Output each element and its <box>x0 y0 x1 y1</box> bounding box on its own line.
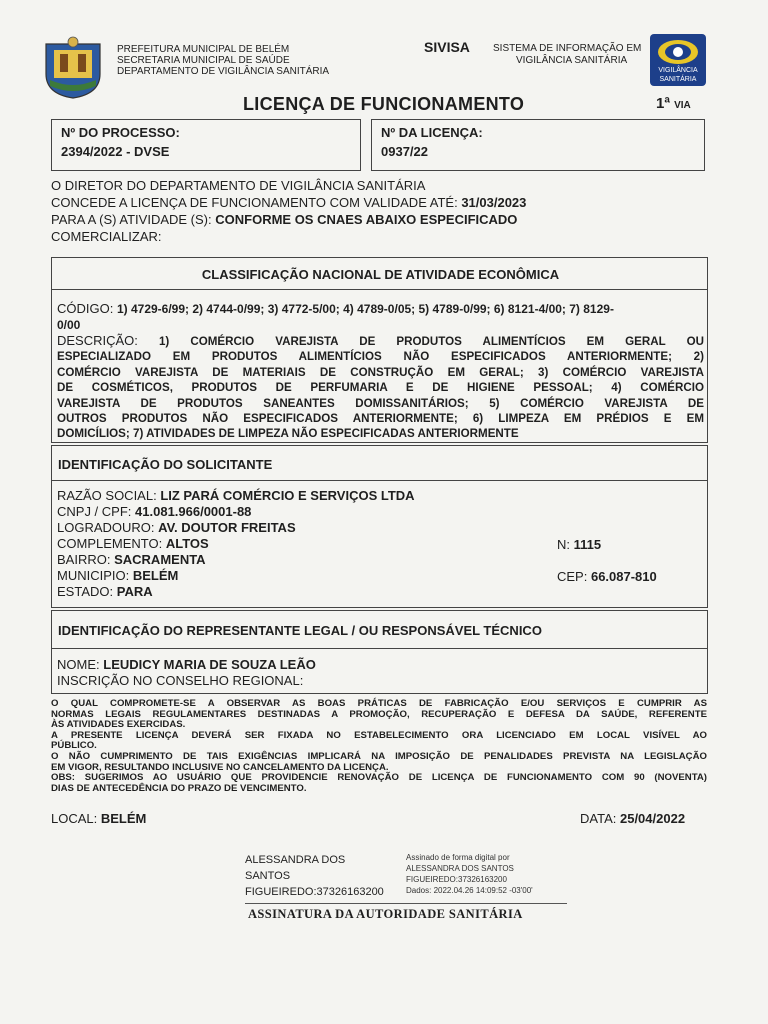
descricao-label: DESCRIÇÃO: <box>57 333 138 348</box>
data-label: DATA: <box>580 811 617 826</box>
note-line-1: NORMAS LEGAIS REGULAMENTARES DESTINADAS A PROMOÇÃO, RECUPERAÇÃO E DEFESA DA SAÚDE, REFERENTE <box>51 708 707 720</box>
via-indicator <box>656 95 691 112</box>
solicitante-title: IDENTIFICAÇÃO DO SOLICITANTE <box>58 457 273 472</box>
terms-notes <box>51 699 707 794</box>
signature-info-2: ALESSANDRA DOS SANTOS <box>406 864 514 873</box>
processo-value: 2394/2022 - DVSE <box>61 144 170 159</box>
nome-label: NOME: <box>57 657 100 672</box>
signature-info-4: Dados: 2022.04.26 14:09:52 -03'00' <box>406 886 533 895</box>
note-line-2: ÀS ATIVIDADES EXERCIDAS. <box>51 719 186 731</box>
cnae-title: CLASSIFICAÇÃO NACIONAL DE ATIVIDADE ECONÔMICA <box>201 267 560 282</box>
signer-name-1: ALESSANDRA DOS <box>245 854 346 866</box>
logradouro-value: AV. DOUTOR FREITAS <box>158 520 296 535</box>
atividade-label: PARA A (S) ATIVIDADE (S): <box>51 212 212 227</box>
local-row <box>51 811 146 827</box>
razao-social-value: LIZ PARÁ COMÉRCIO E SERVIÇOS LTDA <box>160 488 415 503</box>
intro-line-3 <box>51 212 517 228</box>
cnpj-label: CNPJ / CPF: <box>57 504 132 519</box>
complemento-value: ALTOS <box>165 536 209 551</box>
representante-title: IDENTIFICAÇÃO DO REPRESENTANTE LEGAL / OU RESPONSÁVEL TÉCNICO <box>58 623 542 638</box>
numero-value: 1115 <box>573 537 602 552</box>
descricao-text-4: VAREJISTA DE PRODUTOS SANEANTES DOMISSANITÁRIOS; 5) COMÉRCIO VAREJISTA DE <box>57 396 704 410</box>
solicitante-divider <box>52 480 707 481</box>
document-title: LICENÇA DE FUNCIONAMENTO <box>243 94 525 114</box>
note-line-6: EM VIGOR, RESULTANDO INCLUSIVE NO CANCELAMENTO DA LICENÇA. <box>51 761 389 773</box>
bairro-label: BAIRRO: <box>57 552 111 567</box>
descricao-text-3: DE COSMÉTICOS, PRODUTOS DE PERFUMARIA E DE HIGIENE PESSOAL; 4) COMÉRCIO <box>57 381 704 395</box>
via-label: VIA <box>674 100 691 111</box>
inscricao-row <box>57 673 303 689</box>
codigo-value: 1) 4729-6/99; 2) 4744-0/99; 3) 4772-5/00; 4) 4789-0/05; 5) 4789-0/99; 6) 8121-4/00; 7) 8129- <box>116 302 614 316</box>
codigo-value-cont: 0/00 <box>57 318 81 332</box>
municipio-value: BELÉM <box>132 568 179 583</box>
signer-name-2: SANTOS <box>245 870 291 882</box>
solicitante-section <box>51 445 708 608</box>
logo-text-2: SANITÁRIA <box>659 76 697 83</box>
note-line-5: O NÃO CUMPRIMENTO DE TAIS EXIGÊNCIAS IMPLICARÁ NA IMPOSIÇÃO DE PENALIDADES PREVISTA NA LEGISLAÇÃO <box>51 750 707 762</box>
descricao-line-5 <box>57 411 704 426</box>
header-line-3: DEPARTAMENTO DE VIGILÂNCIA SANITÁRIA <box>117 66 330 77</box>
codigo-line-1 <box>57 301 705 318</box>
descricao-line-6 <box>57 426 704 441</box>
note-line-0: O QUAL COMPROMETE-SE A OBSERVAR AS BOAS PRÁTICAS DE FABRICAÇÃO E/OU SERVIÇOS E CUMPRIR AS <box>51 698 707 709</box>
bairro-row <box>57 552 206 568</box>
codigo-label: CÓDIGO: <box>57 301 114 316</box>
vigilancia-sanitaria-logo <box>650 34 706 86</box>
cep-value: 66.087-810 <box>590 569 657 584</box>
signature-line <box>245 903 567 904</box>
complemento-row <box>57 536 209 552</box>
complemento-label: COMPLEMENTO: <box>57 536 163 551</box>
note-line-4: PÚBLICO. <box>51 740 97 752</box>
descricao-text-6: DOMICÍLIOS; 7) ATIVIDADES DE LIMPEZA NÃO ESPECIFICADAS ANTERIORMENTE <box>57 427 519 441</box>
data-row <box>580 811 685 827</box>
digital-signature <box>243 852 573 902</box>
note-line-3: A PRESENTE LICENÇA DEVERÁ SER FIXADA NO ESTABELECIMENTO ORA LICENCIADO EM LOCAL VISÍVEL AO <box>51 729 707 741</box>
signer-name-3: FIGUEIREDO:37326163200 <box>245 886 384 898</box>
licenca-value: 0937/22 <box>381 144 428 159</box>
descricao-text-1: ESPECIALIZADO EM PRODUTOS ALIMENTÍCIOS NÃO ESPECIFICADOS ANTERIORMENTE; 2) <box>57 350 704 364</box>
signature-info-3: FIGUEIREDO:37326163200 <box>406 875 507 884</box>
estado-row <box>57 584 153 600</box>
processo-box <box>51 119 361 171</box>
representante-divider <box>52 648 707 649</box>
descricao-text-2: COMÉRCIO VAREJISTA DE MATERIAIS DE CONSTRUÇÃO EM GERAL; 3) COMÉRCIO VAREJISTA <box>57 365 704 379</box>
licenca-box <box>371 119 705 171</box>
descricao-line-2 <box>57 365 704 380</box>
bairro-value: SACRAMENTA <box>114 552 206 567</box>
cep-row <box>557 569 657 585</box>
cnpj-value: 41.081.966/0001-88 <box>135 504 252 519</box>
razao-social-label: RAZÃO SOCIAL: <box>57 488 157 503</box>
intro-line-4: COMERCIALIZAR: <box>51 229 162 244</box>
descricao-block <box>57 333 704 442</box>
descricao-line-4 <box>57 396 704 411</box>
data-value: 25/04/2022 <box>619 811 686 826</box>
estado-value: PARA <box>116 584 153 599</box>
cnae-divider <box>52 289 707 290</box>
logo-text-1: VIGILÂNCIA <box>658 67 698 74</box>
descricao-line-3 <box>57 380 704 395</box>
logradouro-row <box>57 520 296 536</box>
validade-value: 31/03/2023 <box>461 195 527 210</box>
local-label: LOCAL: <box>51 811 98 826</box>
nome-row <box>57 657 316 673</box>
codigo-line-2 <box>57 317 80 334</box>
atividade-value: CONFORME OS CNAES ABAIXO ESPECIFICADO <box>215 212 518 227</box>
logradouro-label: LOGRADOURO: <box>57 520 155 535</box>
local-value: BELÉM <box>100 811 147 826</box>
nome-value: LEUDICY MARIA DE SOUZA LEÃO <box>103 657 316 672</box>
intro-line-2 <box>51 195 526 211</box>
numero-row <box>557 537 601 553</box>
municipio-row <box>57 568 178 584</box>
municipio-label: MUNICIPIO: <box>57 568 130 583</box>
descricao-text-5: OUTROS PRODUTOS NÃO ESPECIFICADOS ANTERIORMENTE; 6) LIMPEZA EM PRÉDIOS E EM <box>57 412 704 426</box>
cep-label: CEP: <box>557 569 588 584</box>
sivisa-label: SIVISA <box>424 39 470 55</box>
licenca-label: Nº DA LICENÇA: <box>381 125 483 140</box>
validade-label: CONCEDE A LICENÇA DE FUNCIONAMENTO COM VALIDADE ATÉ: <box>51 195 458 210</box>
sistema-line-2: VIGILÂNCIA SANITÁRIA <box>516 55 628 66</box>
header-line-1: PREFEITURA MUNICIPAL DE BELÉM <box>117 44 290 55</box>
descricao-text-0: 1) COMÉRCIO VAREJISTA DE PRODUTOS ALIMENTÍCIOS EM GERAL OU <box>158 335 704 348</box>
cnae-section <box>51 257 708 443</box>
descricao-line-1 <box>57 349 704 364</box>
sistema-line-1: SISTEMA DE INFORMAÇÃO EM <box>493 43 642 54</box>
descricao-line-0 <box>57 333 704 349</box>
numero-label: N: <box>557 537 570 552</box>
processo-label: Nº DO PROCESSO: <box>61 125 180 140</box>
representante-section <box>51 610 708 694</box>
inscricao-label: INSCRIÇÃO NO CONSELHO REGIONAL: <box>57 673 304 688</box>
cnpj-row <box>57 504 251 520</box>
note-line-7: OBS: SUGERIMOS AO USUÁRIO QUE PROVIDENCIE RENOVAÇÃO DE LICENÇA DE FUNCIONAMENTO COM 90 (NOVENTA) <box>51 772 707 784</box>
intro-line-1: O DIRETOR DO DEPARTAMENTO DE VIGILÂNCIA SANITÁRIA <box>51 178 426 193</box>
note-line-8: DIAS DE ANTECEDÊNCIA DO PRAZO DE VENCIMENTO. <box>51 782 307 794</box>
via-number: 1ª <box>656 95 670 112</box>
signature-info-1: Assinado de forma digital por <box>406 853 510 862</box>
estado-label: ESTADO: <box>57 584 114 599</box>
city-coat-of-arms <box>40 36 106 100</box>
razao-social-row <box>57 488 415 504</box>
header-line-2: SECRETARIA MUNICIPAL DE SAÚDE <box>117 55 290 66</box>
signature-caption: ASSINATURA DA AUTORIDADE SANITÁRIA <box>248 907 523 921</box>
